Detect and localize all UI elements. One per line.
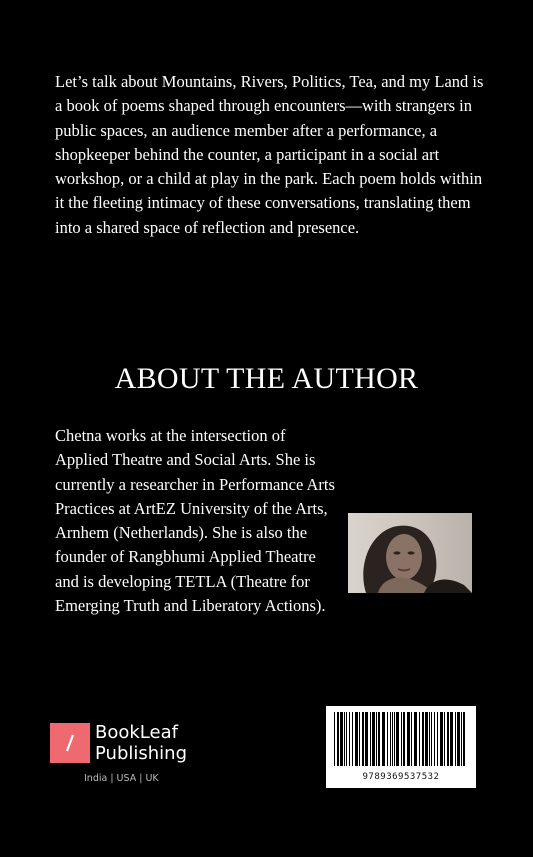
barcode-bar [407, 712, 410, 766]
barcode-bar [382, 712, 385, 766]
barcode-bar [376, 712, 377, 766]
publisher-name-line1: BookLeaf [95, 722, 178, 743]
barcode-bar [425, 712, 428, 766]
barcode-bar [431, 712, 432, 766]
barcode-bar [352, 712, 353, 766]
about-author-heading: ABOUT THE AUTHOR [114, 362, 419, 395]
barcode-bar [337, 712, 339, 766]
barcode-bar [429, 712, 430, 766]
author-photo [348, 513, 472, 593]
barcode-bar [461, 712, 462, 766]
barcode-bar [334, 712, 335, 766]
barcode-bar [387, 712, 388, 766]
isbn-barcode [326, 706, 476, 788]
barcode-bar [349, 712, 350, 766]
barcode-bar [346, 712, 347, 766]
author-bio-text: Chetna works at the intersection of Applied Theatre and Social Arts. She is currently a researcher in Performance Arts Practices at ArtEZ University of the Arts, Arnhem (Netherlands). She is also the founder of Rangbhumi Applied Theatre and is developing TETLA (Theatre for Emerging Truth and Liberatory Actions). [55, 426, 335, 616]
barcode-bar [396, 712, 399, 766]
barcode-bar [365, 712, 368, 766]
barcode-bar [401, 712, 402, 766]
publisher-name [95, 722, 187, 764]
barcode-bar [370, 712, 371, 766]
barcode-bar [392, 712, 393, 766]
bookleaf-logo-icon [50, 723, 90, 763]
barcode-bar [394, 712, 395, 766]
barcode-bar [447, 712, 449, 766]
barcode-bar [437, 712, 438, 766]
barcode-bar [434, 712, 435, 766]
barcode-bar [344, 712, 345, 766]
barcode-bar [457, 712, 460, 766]
barcode-bar [355, 712, 358, 766]
barcode-bar [463, 712, 465, 766]
barcode-bar [422, 712, 424, 766]
barcode-bar [403, 712, 405, 766]
back-cover-blurb [55, 70, 485, 240]
barcode-bar [411, 712, 412, 766]
barcode-bar [362, 712, 364, 766]
barcode-bar [414, 712, 417, 766]
publisher-logo [50, 722, 187, 764]
barcode-bars [326, 706, 476, 776]
barcode-bar [444, 712, 445, 766]
publisher-regions: India | USA | UK [84, 773, 159, 784]
barcode-bar [340, 712, 343, 766]
barcode-bar [419, 712, 420, 766]
isbn-number: 9789369537532 [362, 772, 440, 782]
author-bio [55, 424, 335, 618]
barcode-bar [440, 712, 443, 766]
publisher-name-line2: Publishing [95, 743, 187, 764]
barcode-bar [372, 712, 375, 766]
blurb-text: Let’s talk about Mountains, Rivers, Politics, Tea, and my Land is a book of poems shaped through encounters—with strangers in public spaces, an audience member after a performance, a shopkeeper behind the counter, a participant in a social art workshop, or a child at play in the park. Each poem holds within it the fleeting intimacy of these conversations, translating them into a shared space of reflection and presence. [55, 72, 484, 237]
barcode-bar [378, 712, 380, 766]
barcode-bar [455, 712, 456, 766]
barcode-bar [390, 712, 391, 766]
barcode-bar [359, 712, 360, 766]
barcode-bar [450, 712, 453, 766]
